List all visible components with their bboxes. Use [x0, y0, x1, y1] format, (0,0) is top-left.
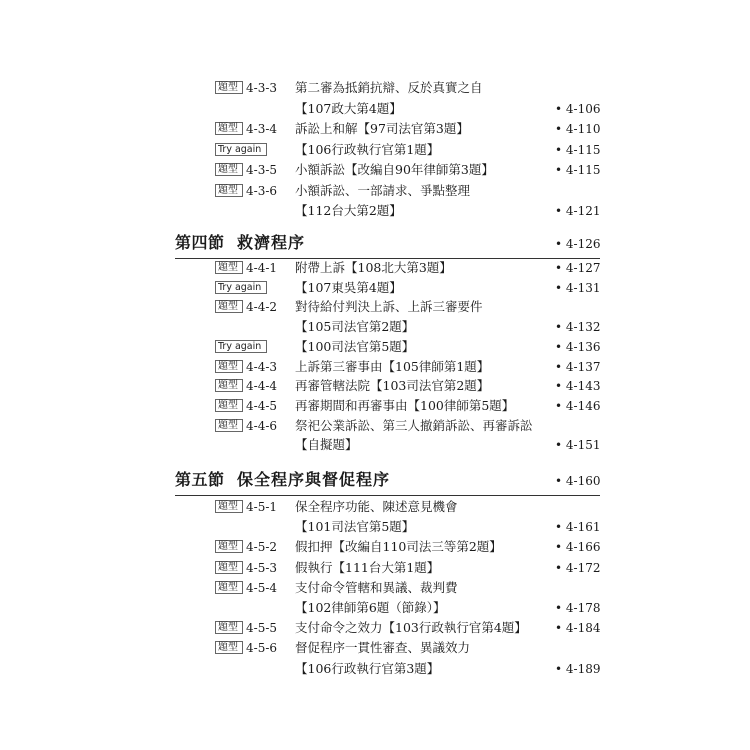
entry-page: • 4-115 — [555, 163, 601, 177]
entry-page: • 4-146 — [555, 398, 601, 413]
entry-number: 4-3-5 — [246, 163, 278, 177]
toc-entry — [0, 416, 750, 436]
question-type-badge: 題型 — [215, 163, 243, 176]
question-type-badge: 題型 — [215, 419, 243, 432]
entry-page: • 4-161 — [555, 520, 601, 535]
entry-title: 【106行政執行官第3題】 — [295, 660, 440, 676]
section-name: 救濟程序 — [237, 233, 306, 252]
entry-number: 4-5-6 — [246, 641, 278, 656]
entry-page: • 4-127 — [555, 261, 601, 275]
entry-page: • 4-137 — [555, 359, 601, 374]
toc-entry — [0, 201, 750, 221]
entry-title: 【102律師第6題（節錄）】 — [295, 600, 446, 615]
entry-title: 假執行【111台大第1題】 — [295, 559, 440, 575]
question-type-badge: 題型 — [215, 540, 243, 553]
section-label: 第五節 — [175, 470, 225, 489]
entry-number: 4-4-2 — [246, 300, 278, 315]
entry-title: 支付命令之效力【103行政執行官第4題】 — [295, 620, 527, 636]
entry-page: • 4-136 — [555, 339, 601, 354]
entry-number: 4-4-6 — [246, 418, 278, 433]
entry-number: 4-4-1 — [246, 261, 278, 275]
entry-page: • 4-172 — [555, 560, 601, 575]
entry-number: 4-3-4 — [246, 122, 278, 136]
entry-page: • 4-166 — [555, 540, 601, 555]
entry-title: 對待給付判決上訴、上訴三審要件 — [295, 299, 483, 315]
entry-title: 再審期間和再審事由【100律師第5題】 — [295, 397, 515, 413]
toc-entry — [0, 119, 750, 139]
toc-entry — [0, 297, 750, 317]
entry-title: 【自擬題】 — [295, 437, 358, 453]
entry-title: 【105司法官第2題】 — [295, 319, 415, 335]
toc-entry — [0, 278, 750, 298]
section-header-4 — [175, 230, 600, 259]
entry-page: • 4-110 — [555, 122, 601, 136]
entry-title: 再審管轄法院【103司法官第2題】 — [295, 378, 490, 394]
question-type-badge: 題型 — [215, 300, 243, 313]
toc-entry — [0, 578, 750, 598]
entry-page: • 4-151 — [555, 438, 601, 453]
question-type-badge: 題型 — [215, 561, 243, 574]
entry-title: 【106行政執行官第1題】 — [295, 141, 440, 157]
section-name: 保全程序與督促程序 — [237, 470, 391, 489]
toc-entry — [0, 258, 750, 278]
toc-entry — [0, 99, 750, 119]
question-type-badge: 題型 — [215, 621, 243, 634]
toc-entry — [0, 598, 750, 618]
entry-title: 【107政大第4題】 — [295, 100, 402, 116]
question-type-badge: 題型 — [215, 122, 243, 135]
question-type-badge: 題型 — [215, 360, 243, 373]
entry-page: • 4-178 — [555, 601, 601, 615]
question-type-badge: 題型 — [215, 581, 243, 594]
entry-number: 4-5-5 — [246, 621, 278, 636]
entry-title: 【112台大第2題】 — [295, 203, 402, 218]
entry-title: 小額訴訟、一部請求、爭點整理 — [295, 182, 471, 198]
entry-number: 4-3-6 — [246, 183, 278, 198]
try-again-badge: Try again — [215, 143, 267, 156]
question-type-badge: 題型 — [215, 399, 243, 412]
entry-number: 4-5-2 — [246, 540, 278, 555]
entry-title: 上訴第三審事由【105律師第1題】 — [295, 358, 490, 374]
entry-page: • 4-189 — [555, 661, 601, 676]
entry-number: 4-4-3 — [246, 359, 278, 374]
toc-entry — [0, 558, 750, 578]
question-type-badge: 題型 — [215, 641, 243, 654]
section-label: 第四節 — [175, 233, 225, 252]
entry-number: 4-5-4 — [246, 580, 278, 595]
entry-page: • 4-132 — [555, 320, 601, 335]
entry-title: 附帶上訴【108北大第3題】 — [295, 260, 452, 275]
toc-entry — [0, 659, 750, 679]
question-type-badge: 題型 — [215, 379, 243, 392]
toc-entry — [0, 517, 750, 537]
entry-number: 4-4-4 — [246, 379, 278, 394]
entry-title: 第二審為抵銷抗辯、反於真實之自 — [295, 80, 483, 95]
toc-entry — [0, 376, 750, 396]
toc-entry — [0, 337, 750, 357]
toc-entry — [0, 638, 750, 658]
toc-entry — [0, 140, 750, 160]
toc-entry — [0, 618, 750, 638]
entry-title: 【107東吳第4題】 — [295, 279, 402, 295]
toc-entry — [0, 396, 750, 416]
question-type-badge: 題型 — [215, 184, 243, 197]
entry-title: 【100司法官第5題】 — [295, 338, 415, 354]
toc-entry — [0, 357, 750, 377]
toc-entry — [0, 160, 750, 180]
entry-number: 4-5-3 — [246, 560, 278, 575]
entry-title: 祭祀公業訴訟、第三人撤銷訴訟、再審訴訟 — [295, 417, 533, 433]
question-type-badge: 題型 — [215, 261, 243, 274]
entry-title: 督促程序一貫性審查、異議效力 — [295, 640, 471, 656]
section-header-5 — [175, 467, 600, 496]
entry-page: • 4-143 — [555, 379, 601, 394]
section-page: • 4-160 — [555, 474, 601, 488]
toc-entry — [0, 435, 750, 455]
toc-entry — [0, 317, 750, 337]
try-again-badge: Try again — [215, 281, 267, 294]
entry-page: • 4-131 — [555, 280, 601, 295]
section-page: • 4-126 — [555, 237, 601, 251]
toc-entry — [0, 537, 750, 557]
toc-entry — [0, 181, 750, 201]
entry-number: 4-5-1 — [246, 500, 278, 514]
entry-page: • 4-115 — [555, 142, 601, 157]
question-type-badge: 題型 — [215, 500, 243, 513]
toc-entry — [0, 497, 750, 517]
entry-title: 假扣押【改編自110司法三等第2題】 — [295, 539, 502, 555]
question-type-badge: 題型 — [215, 81, 243, 94]
entry-number: 4-3-3 — [246, 81, 278, 95]
try-again-badge: Try again — [215, 340, 267, 353]
entry-title: 支付命令管轄和異議、裁判費 — [295, 579, 458, 595]
entry-title: 保全程序功能、陳述意見機會 — [295, 499, 458, 514]
entry-number: 4-4-5 — [246, 398, 278, 413]
entry-page: • 4-106 — [555, 101, 601, 116]
entry-page: • 4-184 — [555, 621, 601, 636]
entry-title: 【101司法官第5題】 — [295, 519, 415, 535]
toc-entry — [0, 78, 750, 98]
entry-page: • 4-121 — [555, 204, 601, 218]
entry-title: 小額訴訟【改編自90年律師第3題】 — [295, 162, 494, 177]
entry-title: 訴訟上和解【97司法官第3題】 — [295, 121, 469, 136]
